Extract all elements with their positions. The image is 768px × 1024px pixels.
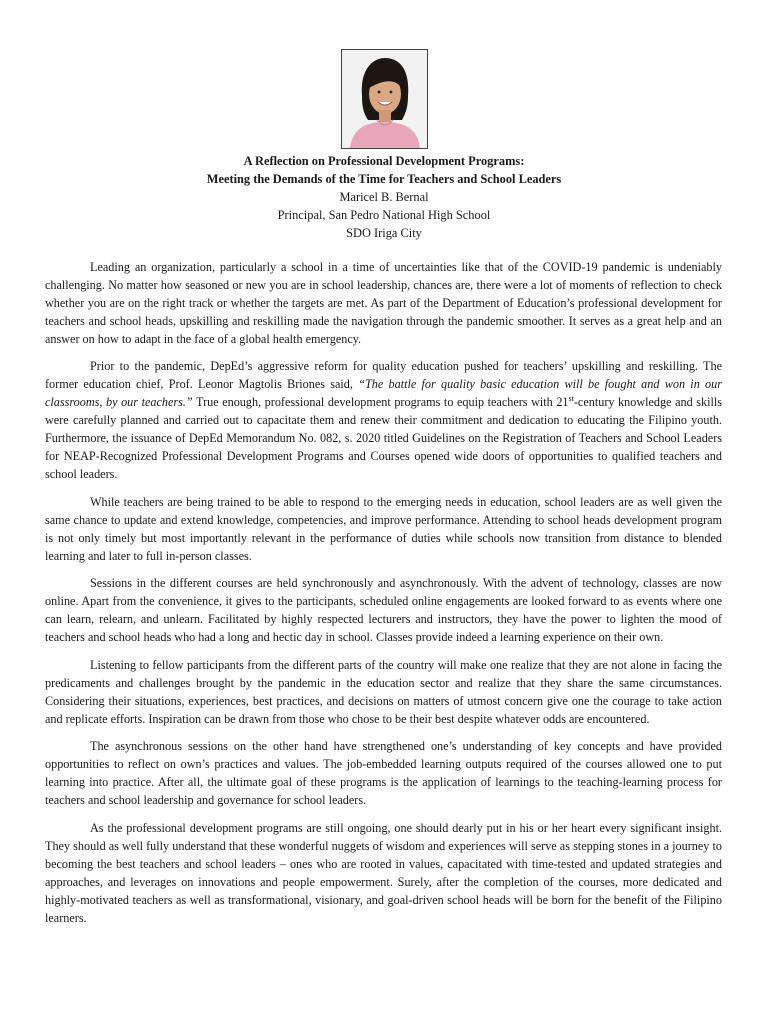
author-position: Principal, San Pedro National High School [277,208,491,222]
paragraph-4: Sessions in the different courses are held synchronously and asynchronously. With the advent of technology, classes are now online. Apart from the convenience, it gives to the participants, scheduled online engagements are looked forward to as events where one can learn, relearn, and unlearn. Facilitated by highly respected lecturers and instructors, they have the power to lighten the mood of teachers and school heads who had a long and hectic day in school. Classes provide indeed a learning experience on their own. [45,576,722,645]
author-office: SDO Iriga City [346,226,422,240]
paragraph-2-part-b: True enough, professional development programs to equip teachers with 21 [192,395,569,410]
author-name: Maricel B. Bernal [339,190,429,204]
ordinal-superscript: st [568,394,574,404]
article-header [0,152,768,242]
paragraph-3: While teachers are being trained to be able to respond to the emerging needs in education, school leaders are as well given the same chance to update and extend knowledge, competencies, and improve performance. Attending to school heads development program is not only timely but most importantly relevant in the performance of duties while schools now transition from distance to blended learning and later to full in-person classes. [45,494,722,563]
title-line-1: A Reflection on Professional Development Programs: [243,154,525,168]
paragraph-7: As the professional development programs are still ongoing, one should dearly put in his or her heart every significant insight. They should as well fully understand that these wonderful nuggets of wisdom and experiences will serve as stepping stones in a journey to becoming the best teachers and school leaders – ones who are rooted in values, capacitated with time-tested and updated strategies and approaches, and leverages on innovations and people empowerment. Surely, after the completion of the courses, more dedicated and highly-motivated teachers as well as transformational, visionary, and goal-driven school heads will be born for the benefit of the Filipino learners. [45,820,722,925]
paragraph-2-part-c: -century knowledge and skills were carefully planned and carried out to capacitate them and renew their commitment and dedication to educating the Filipino youth. Furthermore, the issuance of DepEd Memorandum No. 082, s. 2020 titled Guidelines on the Registration of Teachers and School Leaders for NEAP-Recognized Professional Development Programs and Courses opened wide doors of opportunities to qualified teachers and school leaders. [45,395,722,482]
paragraph-5: Listening to fellow participants from the different parts of the country will make one realize that they are not alone in facing the predicaments and challenges brought by the pandemic in the education sector and realize that they share the same circumstances. Considering their situations, experiences, best practices, and decisions on matters of utmost concern give one the courage to take action and replicate efforts. Inspiration can be drawn from those who chose to be their best despite whatever odds are encountered. [45,657,722,726]
title-line-2: Meeting the Demands of the Time for Teachers and School Leaders [206,172,562,186]
paragraph-2-part-a: Prior to the pandemic, DepEd’s aggressive reform for quality education pushed for teachers’ upskilling and reskilling. The former education chief, Prof. Leonor Magtolis Briones said, [45,359,722,392]
author-photo [341,49,428,149]
paragraph-6: The asynchronous sessions on the other hand have strengthened one’s understanding of key concepts and have provided opportunities to reflect on own’s practices and values. The job-embedded learning outputs required of the courses allowed one to put learning into practice. After all, the ultimate goal of these programs is the application of learnings to the teaching-learning process for teachers and school leadership and governance for school leaders. [45,739,722,808]
portrait-image [342,50,427,148]
article-body [45,258,722,936]
paragraph-2 [45,357,722,483]
paragraph-1: Leading an organization, particularly a school in a time of uncertainties like that of the COVID-19 pandemic is undeniably challenging. No matter how seasoned or new you are in school leadership, chances are, there were a lot of moments of reflection to check whether you are on the right track or whether the targets are met. As part of the Department of Education’s professional development for teachers and school heads, upskilling and reskilling made the navigation through the pandemic smoother. It serves as a great help and an answer on how to adapt in the face of a global health emergency. [45,260,722,346]
briones-quote: “The battle for quality basic education will be fought and won in our classrooms, by our teachers.” [45,377,722,410]
